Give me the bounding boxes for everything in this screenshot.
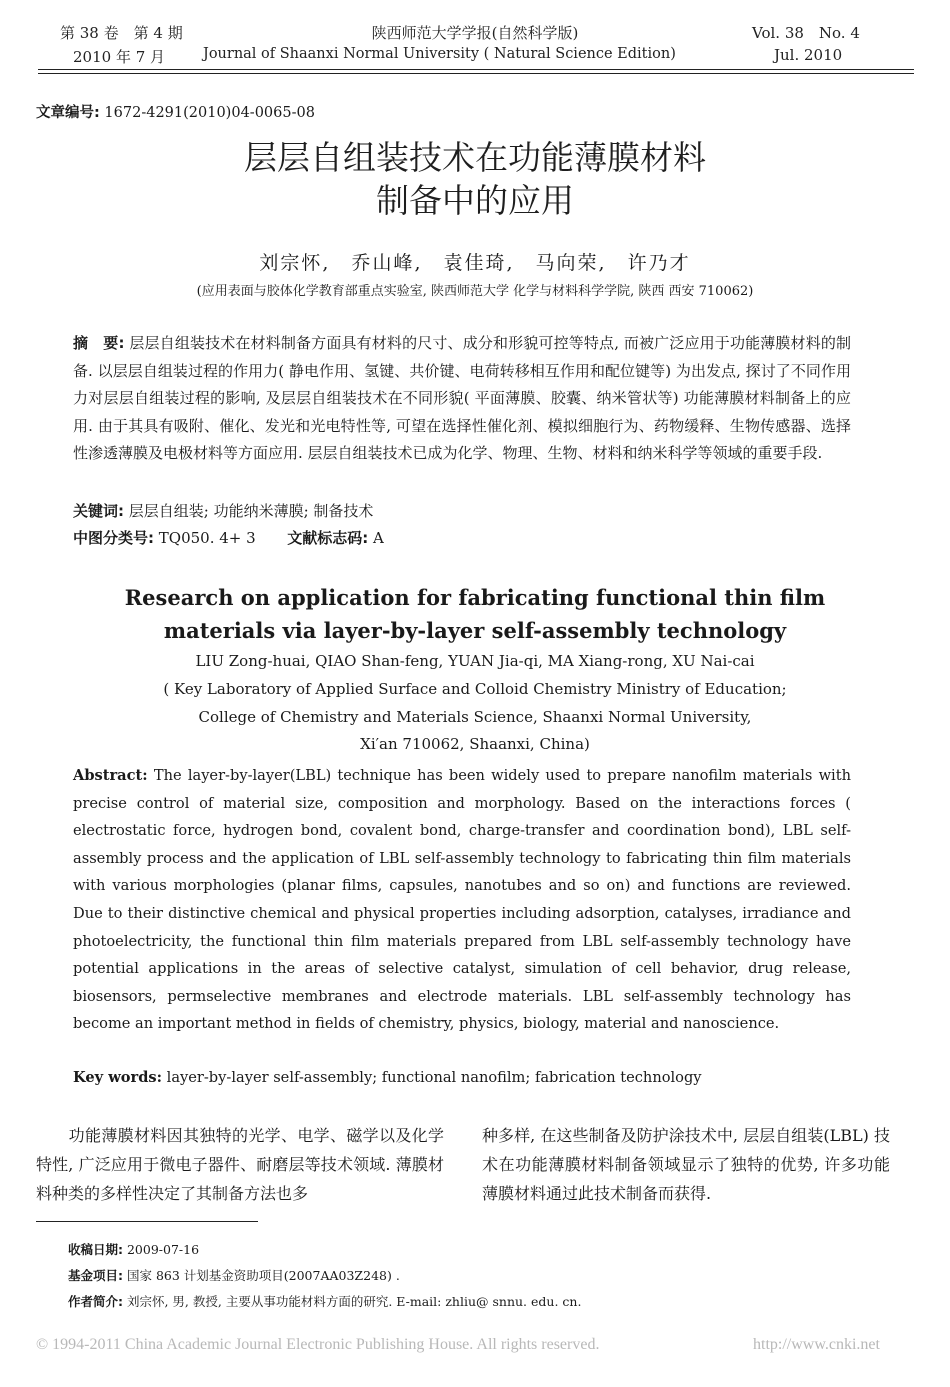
classification-cn — [73, 527, 384, 548]
header-date-cn: 2010 年 7 月 — [73, 48, 166, 66]
footnote-fund — [68, 1266, 400, 1284]
fund-label: 基金项目: — [68, 1268, 123, 1283]
affiliation-en-line1: ( Key Laboratory of Applied Surface and Colloid Chemistry Ministry of Education; — [163, 680, 787, 698]
body-column-left: 功能薄膜材料因其独特的光学、电学、磁学以及化学特性, 广泛应用于微电子器件、耐磨层等技术领域. 薄膜材料种类的多样性决定了其制备方法也多 — [36, 1126, 444, 1203]
document-code-label: 文献标志码: — [287, 529, 369, 547]
received-value: 2009-07-16 — [123, 1242, 200, 1257]
received-label: 收稿日期: — [68, 1242, 123, 1257]
affiliation-en-line3: Xi′an 710062, Shaanxi, China) — [360, 735, 590, 753]
footnote-author — [68, 1292, 581, 1310]
title-cn-line2: 制备中的应用 — [376, 181, 574, 220]
header-rule-thin — [38, 73, 914, 74]
footnote-received — [68, 1240, 199, 1258]
title-en-line1: Research on application for fabricating functional thin film — [124, 585, 826, 610]
keywords-en-label: Key words: — [73, 1069, 163, 1086]
document-code-value: A — [368, 529, 384, 547]
keywords-cn — [73, 500, 373, 521]
keywords-en — [73, 1069, 702, 1086]
fund-value: 国家 863 计划基金资助项目(2007AA03Z248) . — [123, 1268, 400, 1283]
header-volume-issue-cn: 第 38 卷 第 4 期 — [60, 24, 183, 42]
authors-en: LIU Zong-huai, QIAO Shan-feng, YUAN Jia-qi, MA Xiang-rong, XU Nai-cai — [195, 652, 755, 670]
keywords-cn-label: 关键词: — [73, 502, 124, 520]
keywords-en-text: layer-by-layer self-assembly; functional nanofilm; fabrication technology — [162, 1069, 702, 1086]
author-info-label: 作者简介: — [68, 1294, 123, 1309]
copyright-notice: © 1994-2011 China Academic Journal Electronic Publishing House. All rights reserved. — [36, 1336, 600, 1353]
article-number — [36, 101, 315, 122]
abstract-cn-label: 摘 要: — [73, 334, 125, 352]
header-date-en: Jul. 2010 — [774, 46, 843, 64]
keywords-cn-text: 层层自组装; 功能纳米薄膜; 制备技术 — [124, 502, 374, 520]
abstract-cn-text: 层层自组装技术在材料制备方面具有材料的尺寸、成分和形貌可控等特点, 而被广泛应用于功能薄膜材料的制备. 以层层自组装过程的作用力( 静电作用、氢键、共价键、电荷转移相互作用和配位键等) 为出发点, 探讨了不同作用力对层层自组装过程的影响, 及层层自组装技术在不同形貌( 平面薄膜、胶囊、纳米管状等) 功能薄膜材料制备上的应用. 由于其具有吸附、催化、发光和光电特性等, 可望在选择性催化剂、模拟细胞行为、药物缓释、生物传感器、选择性渗透薄膜及电极材料等方面应用. 层层自组装技术已成为化学、物理、生物、材料和纳米科学等领域的重要手段. — [73, 334, 851, 463]
header-volume-issue-en: Vol. 38 No. 4 — [752, 24, 860, 42]
header-journal-cn: 陕西师范大学学报(自然科学版) — [371, 24, 579, 42]
footnote-rule — [36, 1221, 258, 1222]
article-number-label: 文章编号: — [36, 105, 100, 121]
classification-value: TQ050. 4+ 3 — [154, 529, 256, 547]
body-column-right: 种多样, 在这些制备及防护涂技术中, 层层自组装(LBL) 技术在功能薄膜材料制备领域显示了独特的优势, 许多功能薄膜材料通过此技术制备而获得. — [482, 1126, 890, 1203]
cnki-link[interactable]: http://www.cnki.net — [753, 1336, 880, 1353]
header-journal-en: Journal of Shaanxi Normal University ( Natural Science Edition) — [203, 46, 676, 62]
affiliation-cn: (应用表面与胶体化学教育部重点实验室, 陕西师范大学 化学与材料科学学院, 陕西 西安 710062) — [196, 284, 754, 299]
author-info-value: 刘宗怀, 男, 教授, 主要从事功能材料方面的研究. E-mail: zhliu@ snnu. edu. cn. — [123, 1294, 582, 1309]
classification-label: 中图分类号: — [73, 529, 154, 547]
abstract-en-text: The layer-by-layer(LBL) technique has been widely used to prepare nanofilm materials with precise control of material size, composition and morphology. Based on the interactions forces ( electrostatic force, hydrogen bond, covalent bond, charge-transfer and coordination bond), LBL self-assembly process and the application of LBL self-assembly technology to fabricating thin film materials with various morphologies (planar films, capsules, nanotubes and so on) and functions are reviewed. Due to their distinctive chemical and physical properties including adsorption, catalyses, irradiance and photoelectricity, the functional thin film materials prepared from LBL self-assembly technology have potential applications in the areas of selective catalyst, simulation of cell behavior, drug release, biosensors, permselective membranes and electrode materials. LBL self-assembly technology has become an important method in fields of chemistry, physics, biology, material and nanoscience. — [73, 767, 851, 1033]
abstract-en-label: Abstract: — [73, 767, 148, 784]
article-number-value: 1672-4291(2010)04-0065-08 — [99, 105, 315, 121]
abstract-en — [73, 762, 851, 1038]
affiliation-en-line2: College of Chemistry and Materials Science, Shaanxi Normal University, — [198, 708, 752, 726]
header-rule-thick — [38, 69, 914, 70]
title-en-line2: materials via layer-by-layer self-assembly technology — [163, 618, 787, 643]
authors-cn: 刘宗怀, 乔山峰, 袁佳琦, 马向荣, 许乃才 — [259, 252, 691, 274]
title-cn-line1: 层层自组装技术在功能薄膜材料 — [244, 138, 706, 177]
abstract-cn — [73, 330, 851, 468]
